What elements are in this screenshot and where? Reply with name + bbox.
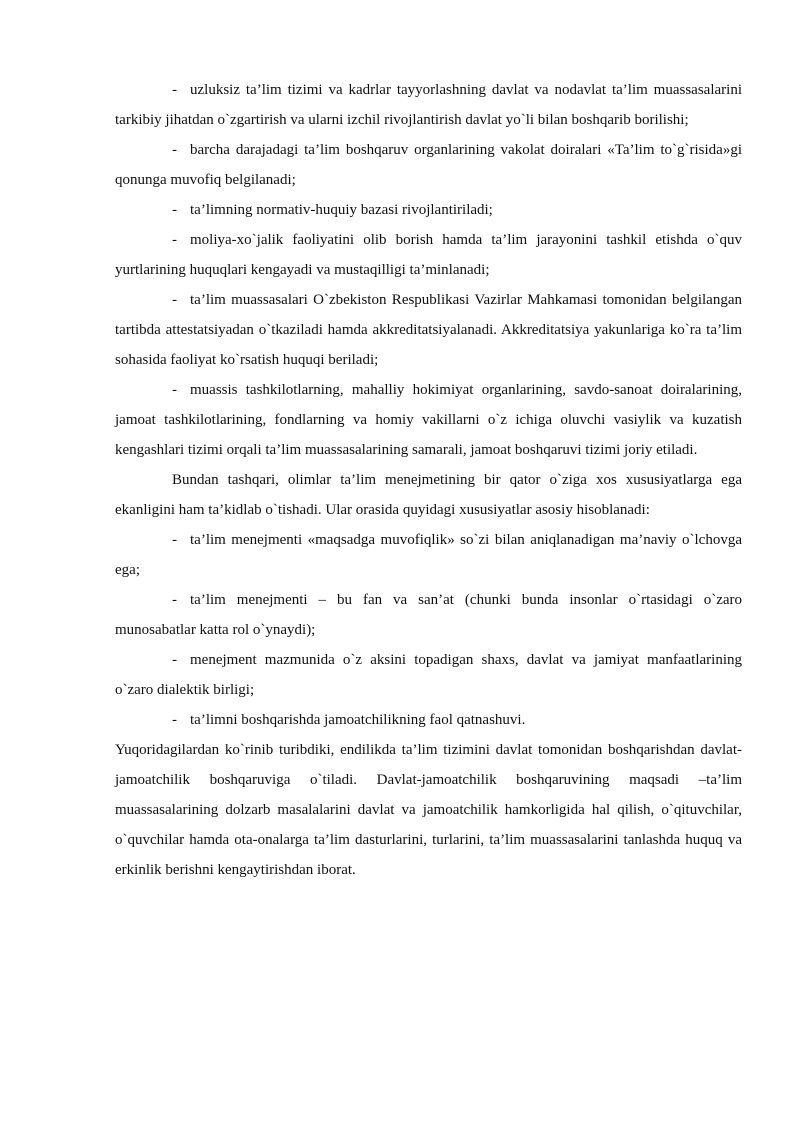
- bullet-text: ta’lim muassasalari O`zbekiston Respublikasi Vazirlar Mahkamasi tomonidan belgilangan tartibda attestatsiyadan o`tkaziladi hamda akkreditatsiyalanadi. Akkreditatsiya yakunlariga ko`ra ta’lim sohasida faoliyat ko`rsatish huquqi beriladi;: [115, 292, 742, 368]
- bullet-dash: -: [172, 82, 177, 98]
- bullet-text: ta’lim menejmenti «maqsadga muvofiqlik» so`zi bilan aniqlanadigan ma’naviy o`lchovga ega;: [115, 532, 742, 578]
- bullet-text: menejment mazmunida o`z aksini topadigan shaxs, davlat va jamiyat manfaatlarining o`zaro dialektik birligi;: [115, 652, 742, 698]
- bullet-item: [115, 525, 742, 585]
- bullet-dash: -: [172, 142, 177, 158]
- bullet-dash: -: [172, 382, 177, 398]
- bullet-item: [115, 225, 742, 285]
- bullet-text: ta’lim menejmenti – bu fan va san’at (chunki bunda insonlar o`rtasidagi o`zaro munosabatlar katta rol o`ynaydi);: [115, 592, 742, 638]
- bullet-item: [115, 135, 742, 195]
- bullet-dash: -: [172, 652, 177, 668]
- bullet-text: uzluksiz ta’lim tizimi va kadrlar tayyorlashning davlat va nodavlat ta’lim muassasalarini tarkibiy jihatdan o`zgartirish va ularni izchil rivojlantirish davlat yo`li bilan boshqarib borilishi;: [115, 82, 742, 128]
- bullet-dash: -: [172, 232, 177, 248]
- bullet-item: [115, 585, 742, 645]
- bullet-item: [115, 75, 742, 135]
- bullet-item: [115, 285, 742, 375]
- bullet-text: ta’limning normativ-huquiy bazasi rivojlantiriladi;: [190, 202, 493, 218]
- bullet-dash: -: [172, 712, 177, 728]
- bullet-item: [115, 195, 742, 225]
- bullet-dash: -: [172, 292, 177, 308]
- bullet-item: [115, 375, 742, 465]
- bullet-text: barcha darajadagi ta’lim boshqaruv organlarining vakolat doiralari «Ta’lim to`g`risida»gi qonunga muvofiq belgilanadi;: [115, 142, 742, 188]
- bullet-text: moliya-xo`jalik faoliyatini olib borish hamda ta’lim jarayonini tashkil etishda o`quv yurtlarining huquqlari kengayadi va mustaqilligi ta’minlanadi;: [115, 232, 742, 278]
- bullet-item: [115, 705, 742, 735]
- bullet-text: muassis tashkilotlarning, mahalliy hokimiyat organlarining, savdo-sanoat doiralarining, jamoat tashkilotlarining, fondlarning va homiy vakillarni o`z ichiga oluvchi vasiylik va kuzatish kengashlari tizimi orqali ta’lim muassasalarining samarali, jamoat boshqaruvi tizimi joriy etiladi.: [115, 382, 742, 458]
- conclusion-text-1: Yuqoridagilardan ko`rinib turibdiki, endilikda ta’lim tizimini davlat tomonidan boshqarishdan davlat-jamoatchilik boshqaruviga o`tiladi.: [115, 742, 742, 788]
- conclusion-paragraph: [115, 735, 742, 885]
- bullet-text: ta’limni boshqarishda jamoatchilikning faol qatnashuvi.: [190, 712, 526, 728]
- bullet-item: [115, 645, 742, 705]
- bullet-dash: -: [172, 532, 177, 548]
- document-page: [115, 75, 742, 885]
- intro-paragraph: Bundan tashqari, olimlar ta’lim menejmetining bir qator o`ziga xos xususiyatlarga ega ekanligini ham ta’kidlab o`tishadi. Ular orasida quyidagi xususiyatlar asosiy hisoblanadi:: [115, 472, 742, 518]
- bullet-dash: -: [172, 202, 177, 218]
- conclusion-text-2: Davlat-jamoatchilik boshqaruvining maqsadi –ta’lim muassasalarining dolzarb masalalarini davlat va jamoatchilik hamkorligida hal qilish, o`qituvchilar, o`quvchilar hamda ota-onalarga ta’lim dasturlarini, turlarini, ta’lim muassasalarini tanlashda huquq va erkinlik berishni kengaytirishdan iborat.: [115, 772, 742, 878]
- bullet-dash: -: [172, 592, 177, 608]
